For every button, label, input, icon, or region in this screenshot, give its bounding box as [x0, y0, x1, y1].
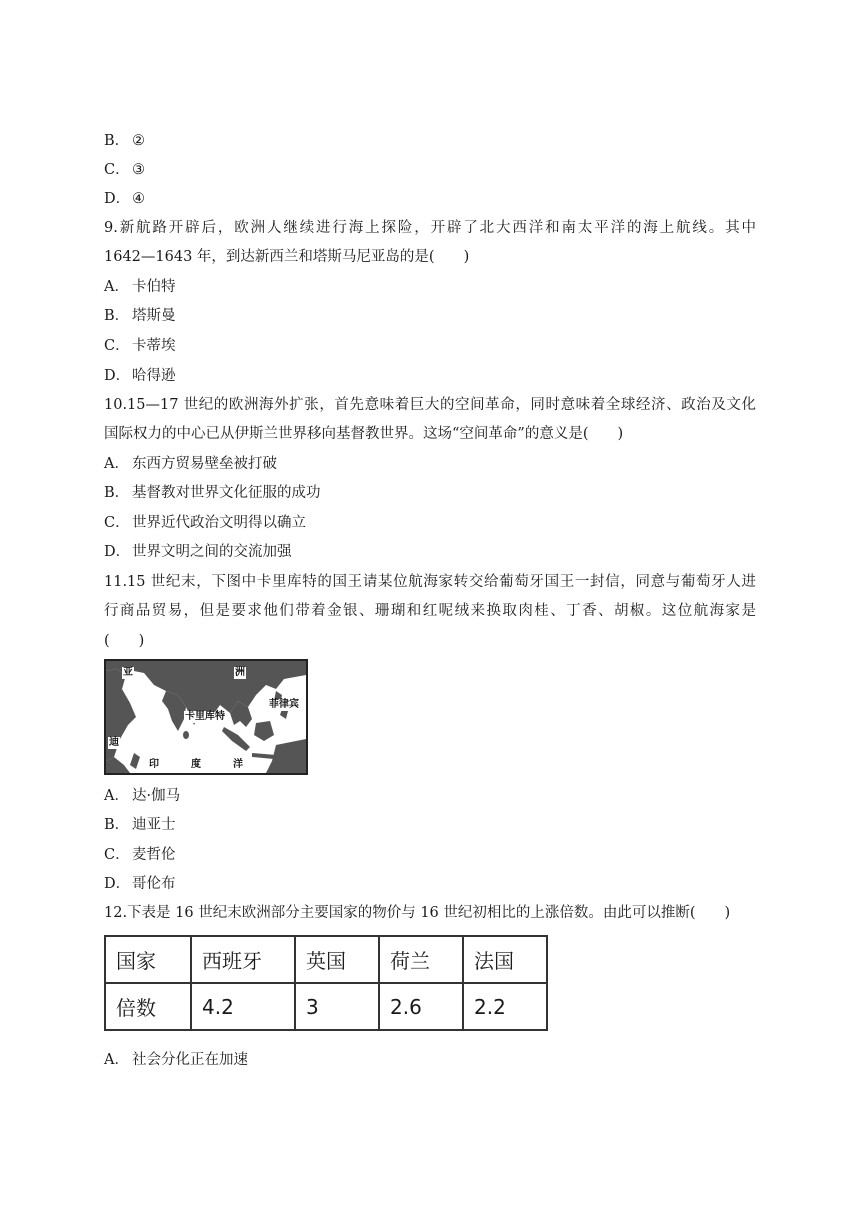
table-cell: 荷兰	[379, 936, 463, 983]
q12-option-a	[104, 1050, 248, 1070]
option-text: 达·伽马	[132, 788, 181, 804]
option-letter: A．	[104, 1052, 129, 1068]
map-label-calicut: 卡里库特	[185, 711, 225, 722]
option-letter: B．	[104, 308, 130, 324]
q9-option-d	[104, 366, 176, 386]
table-cell: 倍数	[105, 983, 191, 1030]
q10-stem-line1: 10.15—17 世纪的欧洲海外扩张，首先意味着巨大的空间革命，同时意味着全球经济、政治及文化	[104, 397, 756, 413]
table-row	[105, 983, 547, 1030]
map-label-zhou: 洲	[235, 667, 245, 678]
q10-option-d	[104, 542, 292, 562]
q9-stem-line2: 1642—1643 年，到达新西兰和塔斯马尼亚岛的是( )	[104, 249, 470, 265]
table-cell: 2.2	[463, 983, 547, 1030]
q9-option-c	[104, 336, 176, 356]
option-d-q8	[104, 189, 145, 209]
option-letter: C．	[104, 515, 130, 531]
option-letter: B．	[104, 485, 130, 501]
q11-stem-line2: 行商品贸易，但是要求他们带着金银、珊瑚和红呢绒来换取肉桂、丁香、胡椒。这位航海家是	[104, 603, 756, 619]
map-label-ya: 亚	[123, 667, 133, 678]
table-cell: 国家	[105, 936, 191, 983]
q10-stem-line2: 国际权力的中心已从伊斯兰世界移向基督教世界。这场“空间革命”的意义是( )	[104, 426, 624, 442]
q12-stem: 12.下表是 16 世纪末欧洲部分主要国家的物价与 16 世纪初相比的上涨倍数。由此可以推断( )	[104, 905, 731, 921]
indian-ocean-map	[104, 659, 308, 775]
q11-option-b	[104, 815, 176, 835]
table-cell: 西班牙	[191, 936, 295, 983]
option-text: 卡蒂埃	[132, 338, 176, 354]
option-letter: A．	[104, 279, 129, 295]
option-letter: A．	[104, 456, 129, 472]
option-text: 哈得逊	[132, 368, 176, 384]
option-letter: C．	[104, 162, 130, 178]
q11-option-c	[104, 845, 176, 865]
table-row	[105, 936, 547, 983]
option-c-q8	[104, 160, 145, 180]
q11-option-a	[104, 786, 180, 806]
option-text: 世界文明之间的交流加强	[132, 544, 292, 560]
option-text: 迪亚士	[132, 817, 176, 833]
q11-stem-line3: ( )	[104, 633, 145, 649]
map-label-du: 度	[191, 759, 201, 770]
option-letter: D．	[104, 876, 131, 892]
q11-stem-line1: 11.15 世纪末，下图中卡里库特的国王请某位航海家转交给葡萄牙国王一封信，同意与葡萄牙人进	[104, 574, 756, 590]
option-text: 东西方贸易壁垒被打破	[132, 456, 277, 472]
option-b-q8	[104, 131, 145, 151]
map-label-yin: 印	[149, 759, 159, 770]
option-text: 社会分化正在加速	[132, 1052, 248, 1068]
q10-option-c	[104, 513, 306, 533]
option-letter: A．	[104, 788, 129, 804]
option-text: 基督教对世界文化征服的成功	[132, 485, 321, 501]
option-text: ④	[132, 191, 145, 207]
option-letter: D．	[104, 368, 131, 384]
table-cell: 英国	[295, 936, 379, 983]
option-letter: D．	[104, 191, 131, 207]
map-label-di: 迪	[109, 737, 119, 748]
q9-option-a	[104, 277, 176, 297]
option-text: ③	[132, 162, 145, 178]
q10-option-a	[104, 454, 277, 474]
option-text: 世界近代政治文明得以确立	[132, 515, 306, 531]
table-cell: 4.2	[191, 983, 295, 1030]
option-letter: C．	[104, 847, 130, 863]
q11-option-d	[104, 874, 176, 894]
price-table	[104, 935, 548, 1031]
map-label-philippines: 菲律宾	[269, 699, 299, 710]
option-letter: B．	[104, 817, 130, 833]
option-text: 卡伯特	[132, 279, 176, 295]
q10-option-b	[104, 483, 321, 503]
option-text: 麦哲伦	[132, 847, 176, 863]
q9-option-b	[104, 306, 176, 326]
table-cell: 法国	[463, 936, 547, 983]
q9-stem-line1: 9.新航路开辟后，欧洲人继续进行海上探险，开辟了北大西洋和南太平洋的海上航线。其中	[104, 220, 756, 236]
option-text: 塔斯曼	[132, 308, 176, 324]
option-letter: D．	[104, 544, 131, 560]
table-cell: 2.6	[379, 983, 463, 1030]
map-label-yang: 洋	[233, 759, 243, 770]
option-text: 哥伦布	[132, 876, 176, 892]
table-cell: 3	[295, 983, 379, 1030]
option-letter: B．	[104, 133, 130, 149]
option-text: ②	[132, 133, 145, 149]
option-letter: C．	[104, 338, 130, 354]
